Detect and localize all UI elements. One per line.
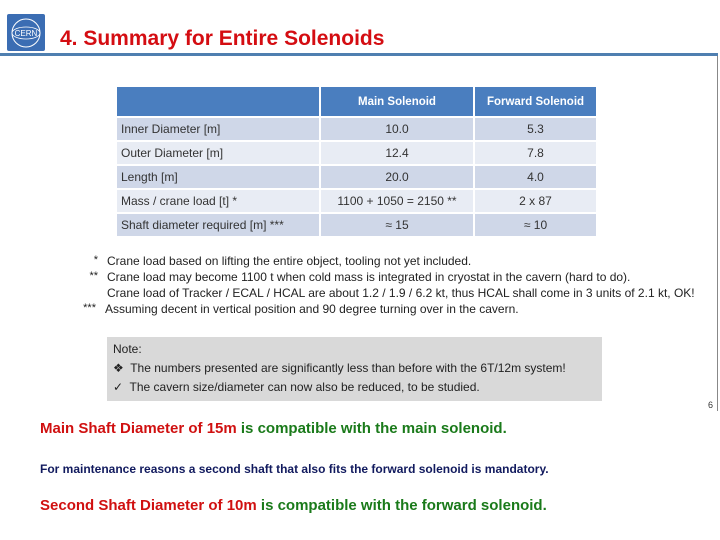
cern-logo — [7, 14, 45, 51]
note-item — [113, 380, 480, 394]
table-row — [116, 117, 597, 141]
cell: ≈ 10 — [474, 213, 597, 237]
row-label: Inner Diameter [m] — [116, 117, 320, 141]
footnote: Assuming decent in vertical position and 90 degree turning over in the cavern. — [105, 302, 519, 316]
highlight: Main Shaft Diameter of 15m — [40, 420, 237, 437]
note-text: The numbers presented are significantly less than before with the 6T/12m system! — [130, 361, 566, 375]
footnote-marker: * — [93, 254, 98, 266]
footnote: Crane load of Tracker / ECAL / HCAL are about 1.2 / 1.9 / 6.2 kt, thus HCAL shall come in 3 units of 2.1 kt, OK! — [107, 286, 695, 300]
footnote-marker: ** — [89, 270, 98, 282]
table-row — [116, 213, 597, 237]
cell: 4.0 — [474, 165, 597, 189]
note-title: Note: — [113, 342, 142, 356]
cell: 5.3 — [474, 117, 597, 141]
statement: is compatible with the main solenoid. — [236, 420, 507, 437]
cell: 12.4 — [320, 141, 474, 165]
row-label: Shaft diameter required [m] *** — [116, 213, 320, 237]
header-cell: Forward Solenoid — [474, 86, 597, 117]
table-row — [116, 141, 597, 165]
cell: ≈ 15 — [320, 213, 474, 237]
row-label: Mass / crane load [t] * — [116, 189, 320, 213]
statement: is compatible with the forward solenoid. — [256, 497, 547, 514]
diamond-bullet-icon: ❖ — [113, 361, 124, 375]
note-text: The cavern size/diameter can now also be reduced, to be studied. — [129, 380, 480, 394]
main-shaft-conclusion — [40, 420, 507, 437]
solenoid-summary-table — [115, 85, 598, 238]
note-item — [113, 361, 566, 375]
cell: 20.0 — [320, 165, 474, 189]
page-number: 6 — [708, 400, 714, 410]
cell: 2 x 87 — [474, 189, 597, 213]
table-header — [116, 86, 597, 117]
footnote: Crane load based on lifting the entire object, tooling not yet included. — [107, 254, 472, 268]
slide-title: 4. Summary for Entire Solenoids — [60, 27, 385, 50]
cell: 7.8 — [474, 141, 597, 165]
header-cell: Main Solenoid — [320, 86, 474, 117]
second-shaft-conclusion — [40, 497, 547, 514]
svg-text:CERN: CERN — [14, 28, 38, 38]
cell: 10.0 — [320, 117, 474, 141]
row-label: Length [m] — [116, 165, 320, 189]
highlight: Second Shaft Diameter of 10m — [40, 497, 257, 514]
checkmark-icon: ✓ — [113, 380, 124, 394]
table-row — [116, 165, 597, 189]
maintenance-statement: For maintenance reasons a second shaft that also fits the forward solenoid is mandatory. — [40, 462, 549, 476]
header-cell — [116, 86, 320, 117]
title-divider — [0, 53, 718, 56]
footnote: Crane load may become 1100 t when cold mass is integrated in cryostat in the cavern (hard to do). — [107, 270, 631, 284]
cell: 1100 + 1050 = 2150 ** — [320, 189, 474, 213]
footnote-marker: *** — [83, 302, 96, 314]
slide-edge — [717, 56, 718, 411]
note-box — [107, 337, 602, 401]
row-label: Outer Diameter [m] — [116, 141, 320, 165]
table-row — [116, 189, 597, 213]
